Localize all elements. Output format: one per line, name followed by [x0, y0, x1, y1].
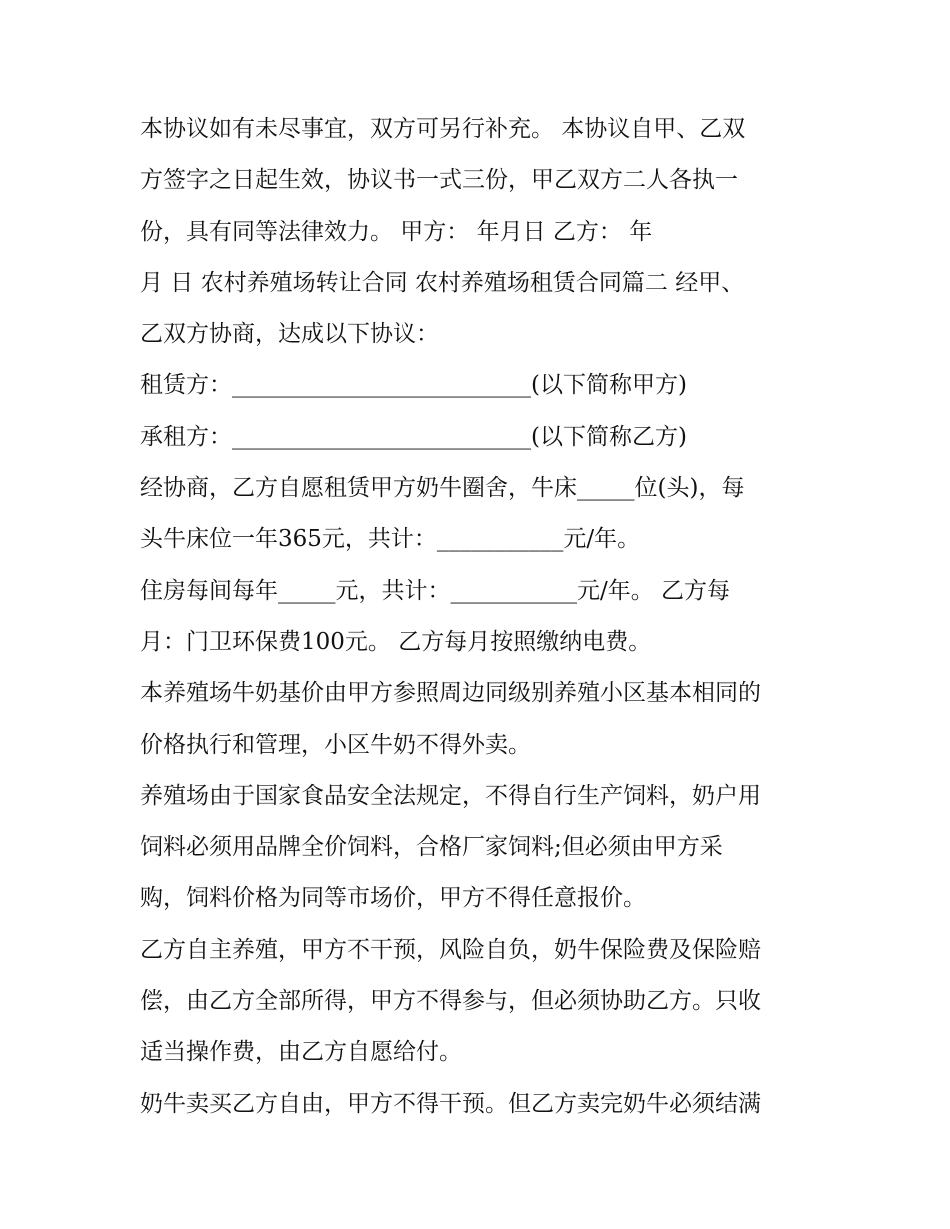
text-line: 承租方：__________________________(以下简称乙方) — [140, 423, 687, 450]
document-body — [140, 104, 820, 1130]
text-line: 租赁方：__________________________(以下简称甲方) — [140, 372, 687, 399]
text-line: 饲料必须用品牌全价饲料，合格厂家饲料;但必须由甲方采 — [140, 834, 723, 861]
text-line: 养殖场由于国家食品安全法规定，不得自行生产饲料，奶户用 — [140, 782, 761, 809]
text-line: 奶牛卖买乙方自由，甲方不得干预。但乙方卖完奶牛必须结满 — [140, 1090, 761, 1117]
text-line: 份，具有同等法律效力。 甲方： 年月日 乙方： 年 — [140, 218, 653, 245]
text-line: 经协商，乙方自愿租赁甲方奶牛圈舍，牛床_____位(头)，每 — [140, 475, 745, 502]
text-line: 乙方自主养殖，甲方不干预，风险自负，奶牛保险费及保险赔 — [140, 936, 761, 963]
text-line: 月 日 农村养殖场转让合同 农村养殖场租赁合同篇二 经甲、 — [140, 269, 745, 296]
text-line: 月：门卫环保费100元。 乙方每月按照缴纳电费。 — [140, 628, 652, 655]
text-line: 方签字之日起生效，协议书一式三份，甲乙双方二人各执一 — [140, 167, 738, 194]
text-line: 乙双方协商，达成以下协议： — [140, 321, 439, 348]
text-line: 偿，由乙方全部所得，甲方不得参与，但必须协助乙方。只收 — [140, 988, 761, 1015]
text-line: 适当操作费，由乙方自愿给付。 — [140, 1039, 462, 1066]
text-line: 头牛床位一年365元，共计：___________元/年。 — [140, 526, 641, 553]
text-line: 购，饲料价格为同等市场价，甲方不得任意报价。 — [140, 885, 646, 912]
text-line: 本养殖场牛奶基价由甲方参照周边同级别养殖小区基本相同的 — [140, 680, 761, 707]
text-line: 价格执行和管理，小区牛奶不得外卖。 — [140, 731, 531, 758]
text-line: 本协议如有未尽事宜，双方可另行补充。 本协议自甲、乙双 — [140, 116, 746, 142]
text-line: 住房每间每年_____元，共计：___________元/年。 乙方每 — [140, 577, 731, 604]
